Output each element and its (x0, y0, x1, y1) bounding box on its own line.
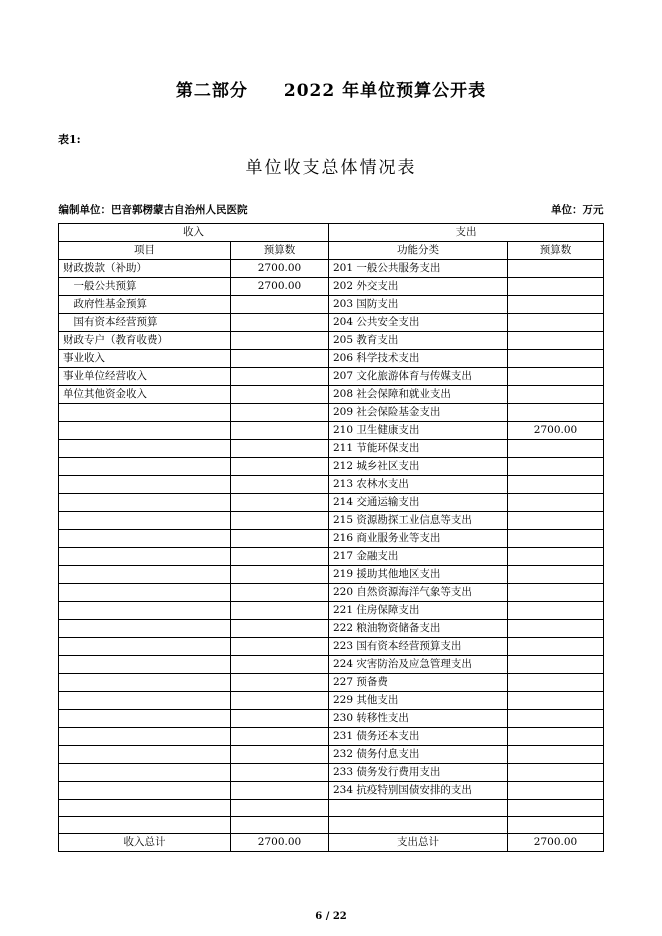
expense-item-cell: 217 金融支出 (329, 548, 508, 566)
income-item-cell (59, 404, 231, 422)
income-total-label: 收入总计 (59, 834, 231, 852)
income-budget-cell (231, 620, 329, 638)
col-header-expense-budget: 预算数 (508, 242, 604, 260)
expense-budget-cell (508, 817, 604, 834)
income-item-cell (59, 422, 231, 440)
expense-item-cell: 206 科学技术支出 (329, 350, 508, 368)
table-row (59, 476, 604, 494)
expense-budget-cell (508, 800, 604, 817)
income-budget-cell: 2700.00 (231, 260, 329, 278)
expense-budget-cell (508, 674, 604, 692)
income-item-cell: 事业收入 (59, 350, 231, 368)
income-budget-cell (231, 530, 329, 548)
table-row (59, 764, 604, 782)
expense-item-cell: 230 转移性支出 (329, 710, 508, 728)
table-row (59, 314, 604, 332)
income-item-cell (59, 458, 231, 476)
expense-item-cell: 231 债务还本支出 (329, 728, 508, 746)
table-row (59, 494, 604, 512)
expense-budget-cell (508, 458, 604, 476)
income-budget-cell (231, 296, 329, 314)
table-row (59, 800, 604, 817)
income-budget-cell (231, 782, 329, 800)
expense-item-cell: 205 教育支出 (329, 332, 508, 350)
expense-item-cell (329, 800, 508, 817)
income-item-cell (59, 710, 231, 728)
table-row (59, 710, 604, 728)
expense-item-cell: 208 社会保障和就业支出 (329, 386, 508, 404)
expense-item-cell: 223 国有资本经营预算支出 (329, 638, 508, 656)
table-row (59, 602, 604, 620)
expense-budget-cell (508, 476, 604, 494)
expense-budget-cell (508, 386, 604, 404)
income-budget-cell (231, 710, 329, 728)
income-budget-cell (231, 404, 329, 422)
income-item-cell: 财政拨款（补助） (59, 260, 231, 278)
expense-item-cell: 212 城乡社区支出 (329, 458, 508, 476)
expense-budget-cell (508, 368, 604, 386)
expense-budget-cell (508, 260, 604, 278)
expense-item-cell: 229 其他支出 (329, 692, 508, 710)
income-item-cell (59, 512, 231, 530)
income-budget-cell (231, 602, 329, 620)
income-budget-cell (231, 350, 329, 368)
income-budget-cell (231, 764, 329, 782)
income-budget-cell (231, 512, 329, 530)
expense-item-cell: 209 社会保险基金支出 (329, 404, 508, 422)
income-item-cell (59, 764, 231, 782)
income-budget-cell (231, 440, 329, 458)
col-header-income-item: 项目 (59, 242, 231, 260)
expense-item-cell: 202 外交支出 (329, 278, 508, 296)
table-row (59, 530, 604, 548)
table-row (59, 566, 604, 584)
table-row (59, 512, 604, 530)
expense-item-cell: 210 卫生健康支出 (329, 422, 508, 440)
table-row (59, 548, 604, 566)
expense-budget-cell (508, 710, 604, 728)
expense-budget-cell (508, 530, 604, 548)
expense-group-header: 支出 (329, 224, 604, 242)
expense-budget-cell (508, 782, 604, 800)
expense-item-cell: 233 债务发行费用支出 (329, 764, 508, 782)
expense-item-cell: 201 一般公共服务支出 (329, 260, 508, 278)
table-row (59, 260, 604, 278)
expense-budget-cell (508, 404, 604, 422)
expense-item-cell: 204 公共安全支出 (329, 314, 508, 332)
table-row (59, 278, 604, 296)
expense-budget-cell (508, 332, 604, 350)
table-group-header-row (59, 224, 604, 242)
table-row (59, 656, 604, 674)
income-budget-cell (231, 728, 329, 746)
expense-budget-cell (508, 548, 604, 566)
income-budget-cell (231, 638, 329, 656)
table-row (59, 368, 604, 386)
income-item-cell: 事业单位经营收入 (59, 368, 231, 386)
expense-budget-cell (508, 692, 604, 710)
table-row (59, 584, 604, 602)
income-item-cell (59, 566, 231, 584)
expense-item-cell: 227 预备费 (329, 674, 508, 692)
expense-budget-cell (508, 620, 604, 638)
expense-budget-cell (508, 350, 604, 368)
income-budget-cell (231, 548, 329, 566)
income-group-header: 收入 (59, 224, 329, 242)
page-number: 6 / 22 (315, 911, 347, 922)
income-item-cell (59, 674, 231, 692)
expense-budget-cell (508, 584, 604, 602)
table-column-header-row (59, 242, 604, 260)
income-budget-cell (231, 458, 329, 476)
table-row (59, 620, 604, 638)
income-item-cell (59, 620, 231, 638)
meta-row (59, 202, 604, 217)
income-item-cell: 一般公共预算 (59, 278, 231, 296)
table-row (59, 638, 604, 656)
table-row (59, 296, 604, 314)
expense-item-cell: 215 资源勘探工业信息等支出 (329, 512, 508, 530)
income-item-cell (59, 746, 231, 764)
col-header-income-budget: 预算数 (231, 242, 329, 260)
expense-item-cell: 220 自然资源海洋气象等支出 (329, 584, 508, 602)
expense-item-cell: 203 国防支出 (329, 296, 508, 314)
income-item-cell (59, 638, 231, 656)
table-row (59, 692, 604, 710)
income-budget-cell (231, 332, 329, 350)
expense-budget-cell: 2700.00 (508, 422, 604, 440)
income-item-cell: 政府性基金预算 (59, 296, 231, 314)
income-item-cell (59, 800, 231, 817)
table-row (59, 350, 604, 368)
expense-item-cell: 213 农林水支出 (329, 476, 508, 494)
table-row (59, 404, 604, 422)
income-item-cell (59, 782, 231, 800)
expense-item-cell: 219 援助其他地区支出 (329, 566, 508, 584)
expense-item-cell: 224 灾害防治及应急管理支出 (329, 656, 508, 674)
income-budget-cell (231, 368, 329, 386)
expense-item-cell: 207 文化旅游体育与传媒支出 (329, 368, 508, 386)
income-budget-cell (231, 314, 329, 332)
income-budget-cell (231, 386, 329, 404)
col-header-expense-func: 功能分类 (329, 242, 508, 260)
income-budget-cell (231, 422, 329, 440)
unit-note: 单位：万元 (551, 204, 604, 216)
table-row (59, 728, 604, 746)
income-budget-cell (231, 656, 329, 674)
table-row (59, 422, 604, 440)
income-item-cell: 财政专户（教育收费） (59, 332, 231, 350)
income-item-cell (59, 817, 231, 834)
expense-budget-cell (508, 728, 604, 746)
expense-item-cell: 221 住房保障支出 (329, 602, 508, 620)
table-row (59, 458, 604, 476)
income-item-cell (59, 656, 231, 674)
expense-budget-cell (508, 746, 604, 764)
expense-budget-cell (508, 566, 604, 584)
income-item-cell: 国有资本经营预算 (59, 314, 231, 332)
expense-item-cell (329, 817, 508, 834)
expense-item-cell: 211 节能环保支出 (329, 440, 508, 458)
expense-budget-cell (508, 278, 604, 296)
table-row (59, 674, 604, 692)
compiling-unit: 编制单位：巴音郭楞蒙古自治州人民医院 (58, 204, 248, 216)
income-budget-cell (231, 817, 329, 834)
expense-total-label: 支出总计 (329, 834, 508, 852)
table-label: 表1: (58, 133, 81, 146)
expense-item-cell: 216 商业服务业等支出 (329, 530, 508, 548)
table-row (59, 746, 604, 764)
budget-table (58, 223, 604, 852)
income-budget-cell (231, 746, 329, 764)
income-item-cell (59, 548, 231, 566)
income-budget-cell (231, 584, 329, 602)
income-budget-cell (231, 476, 329, 494)
table-row (59, 782, 604, 800)
income-budget-cell (231, 494, 329, 512)
income-item-cell: 单位其他资金收入 (59, 386, 231, 404)
income-item-cell (59, 530, 231, 548)
expense-budget-cell (508, 494, 604, 512)
expense-budget-cell (508, 656, 604, 674)
income-budget-cell (231, 692, 329, 710)
expense-budget-cell (508, 764, 604, 782)
expense-budget-cell (508, 440, 604, 458)
expense-item-cell: 234 抗疫特别国债安排的支出 (329, 782, 508, 800)
income-item-cell (59, 728, 231, 746)
expense-total-value: 2700.00 (508, 834, 604, 852)
income-item-cell (59, 584, 231, 602)
income-item-cell (59, 602, 231, 620)
expense-budget-cell (508, 512, 604, 530)
page-title: 第二部分 2022 年单位预算公开表 (175, 81, 487, 101)
income-item-cell (59, 440, 231, 458)
expense-budget-cell (508, 638, 604, 656)
income-item-cell (59, 692, 231, 710)
income-item-cell (59, 494, 231, 512)
income-budget-cell (231, 674, 329, 692)
expense-budget-cell (508, 602, 604, 620)
total-row (59, 834, 604, 852)
income-budget-cell (231, 800, 329, 817)
income-budget-cell: 2700.00 (231, 278, 329, 296)
table-row (59, 817, 604, 834)
expense-budget-cell (508, 314, 604, 332)
table-title: 单位收支总体情况表 (245, 158, 417, 178)
expense-item-cell: 222 粮油物资储备支出 (329, 620, 508, 638)
income-total-value: 2700.00 (231, 834, 329, 852)
table-row (59, 386, 604, 404)
table-row (59, 332, 604, 350)
table-row (59, 440, 604, 458)
income-budget-cell (231, 566, 329, 584)
income-item-cell (59, 476, 231, 494)
expense-item-cell: 232 债务付息支出 (329, 746, 508, 764)
expense-item-cell: 214 交通运输支出 (329, 494, 508, 512)
expense-budget-cell (508, 296, 604, 314)
